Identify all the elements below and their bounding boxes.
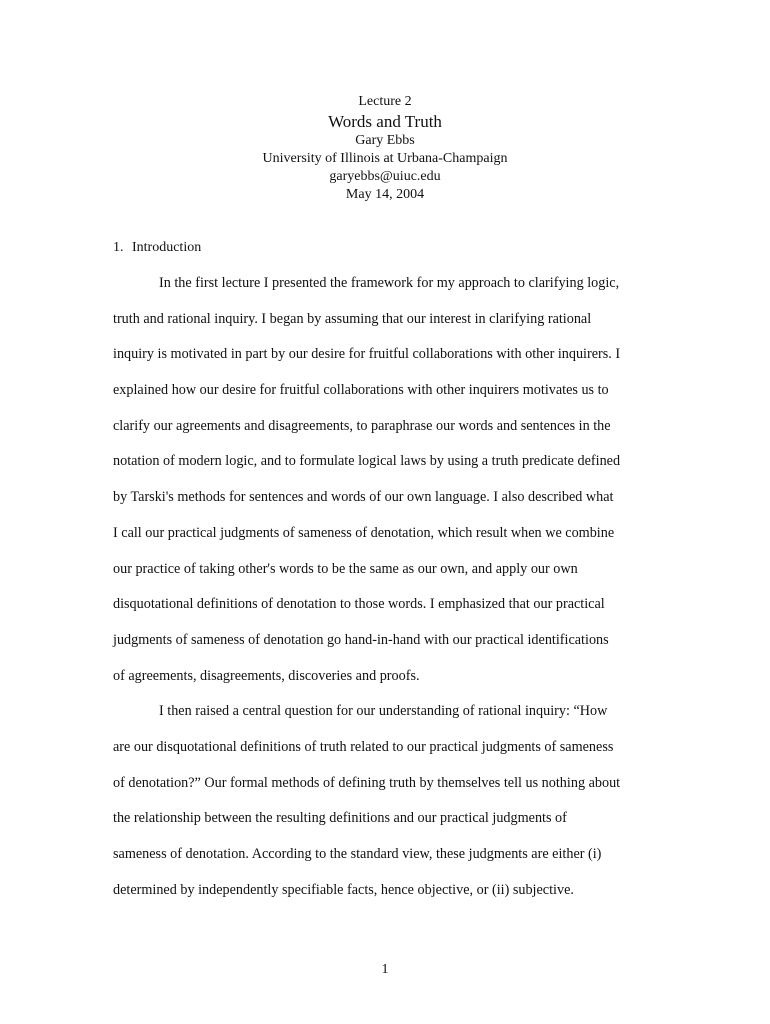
paragraph-line: sameness of denotation. According to the standard view, these judgments are either (i) (113, 846, 602, 862)
document-header (0, 93, 770, 204)
paragraph-line: I call our practical judgments of sameness of denotation, which result when we combine (113, 524, 615, 541)
section-title: Introduction (132, 240, 202, 255)
paragraph-line: In the first lecture I presented the framework for my approach to clarifying logic, (159, 275, 620, 291)
paragraph-line: judgments of sameness of denotation go hand-in-hand with our practical identifications (113, 631, 609, 648)
author-email: garyebbs@uiuc.edu (329, 169, 441, 184)
paragraph-line: notation of modern logic, and to formulate logical laws by using a truth predicate defined (113, 453, 621, 470)
document-title: Words and Truth (328, 112, 442, 131)
document-date: May 14, 2004 (345, 187, 425, 202)
paragraph-line: clarify our agreements and disagreements, to paraphrase our words and sentences in the (113, 417, 611, 434)
paragraph-line: truth and rational inquiry. I began by assuming that our interest in clarifying rational (113, 310, 592, 327)
section-heading (113, 239, 201, 257)
author-name: Gary Ebbs (355, 133, 415, 148)
paragraph-line: are our disquotational definitions of truth related to our practical judgments of sameness (113, 738, 614, 755)
lecture-label: Lecture 2 (358, 94, 412, 109)
paragraph-line: I then raised a central question for our understanding of rational inquiry: “How (159, 703, 608, 720)
section-number: 1. (113, 240, 124, 255)
paragraph-line: explained how our desire for fruitful collaborations with other inquirers motivates us to (113, 382, 609, 399)
body-text (113, 266, 661, 908)
paragraph-line: determined by independently specifiable facts, hence objective, or (ii) subjective. (113, 881, 574, 898)
author-affiliation: University of Illinois at Urbana-Champaign (262, 151, 508, 166)
paragraph-line: the relationship between the resulting definitions and our practical judgments of (113, 810, 567, 827)
paragraph-line: of denotation?” Our formal methods of defining truth by themselves tell us nothing about (113, 774, 621, 791)
paragraph-line: our practice of taking other's words to be the same as our own, and apply our own (113, 560, 578, 577)
paragraph-line: of agreements, disagreements, discoveries and proofs. (113, 667, 420, 684)
paragraph-line: by Tarski's methods for sentences and words of our own language. I also described what (113, 489, 614, 506)
paragraph-line: disquotational definitions of denotation to those words. I emphasized that our practical (113, 596, 605, 613)
page-number: 1 (381, 962, 389, 977)
paragraph-line: inquiry is motivated in part by our desire for fruitful collaborations with other inquirers. I (113, 346, 621, 363)
